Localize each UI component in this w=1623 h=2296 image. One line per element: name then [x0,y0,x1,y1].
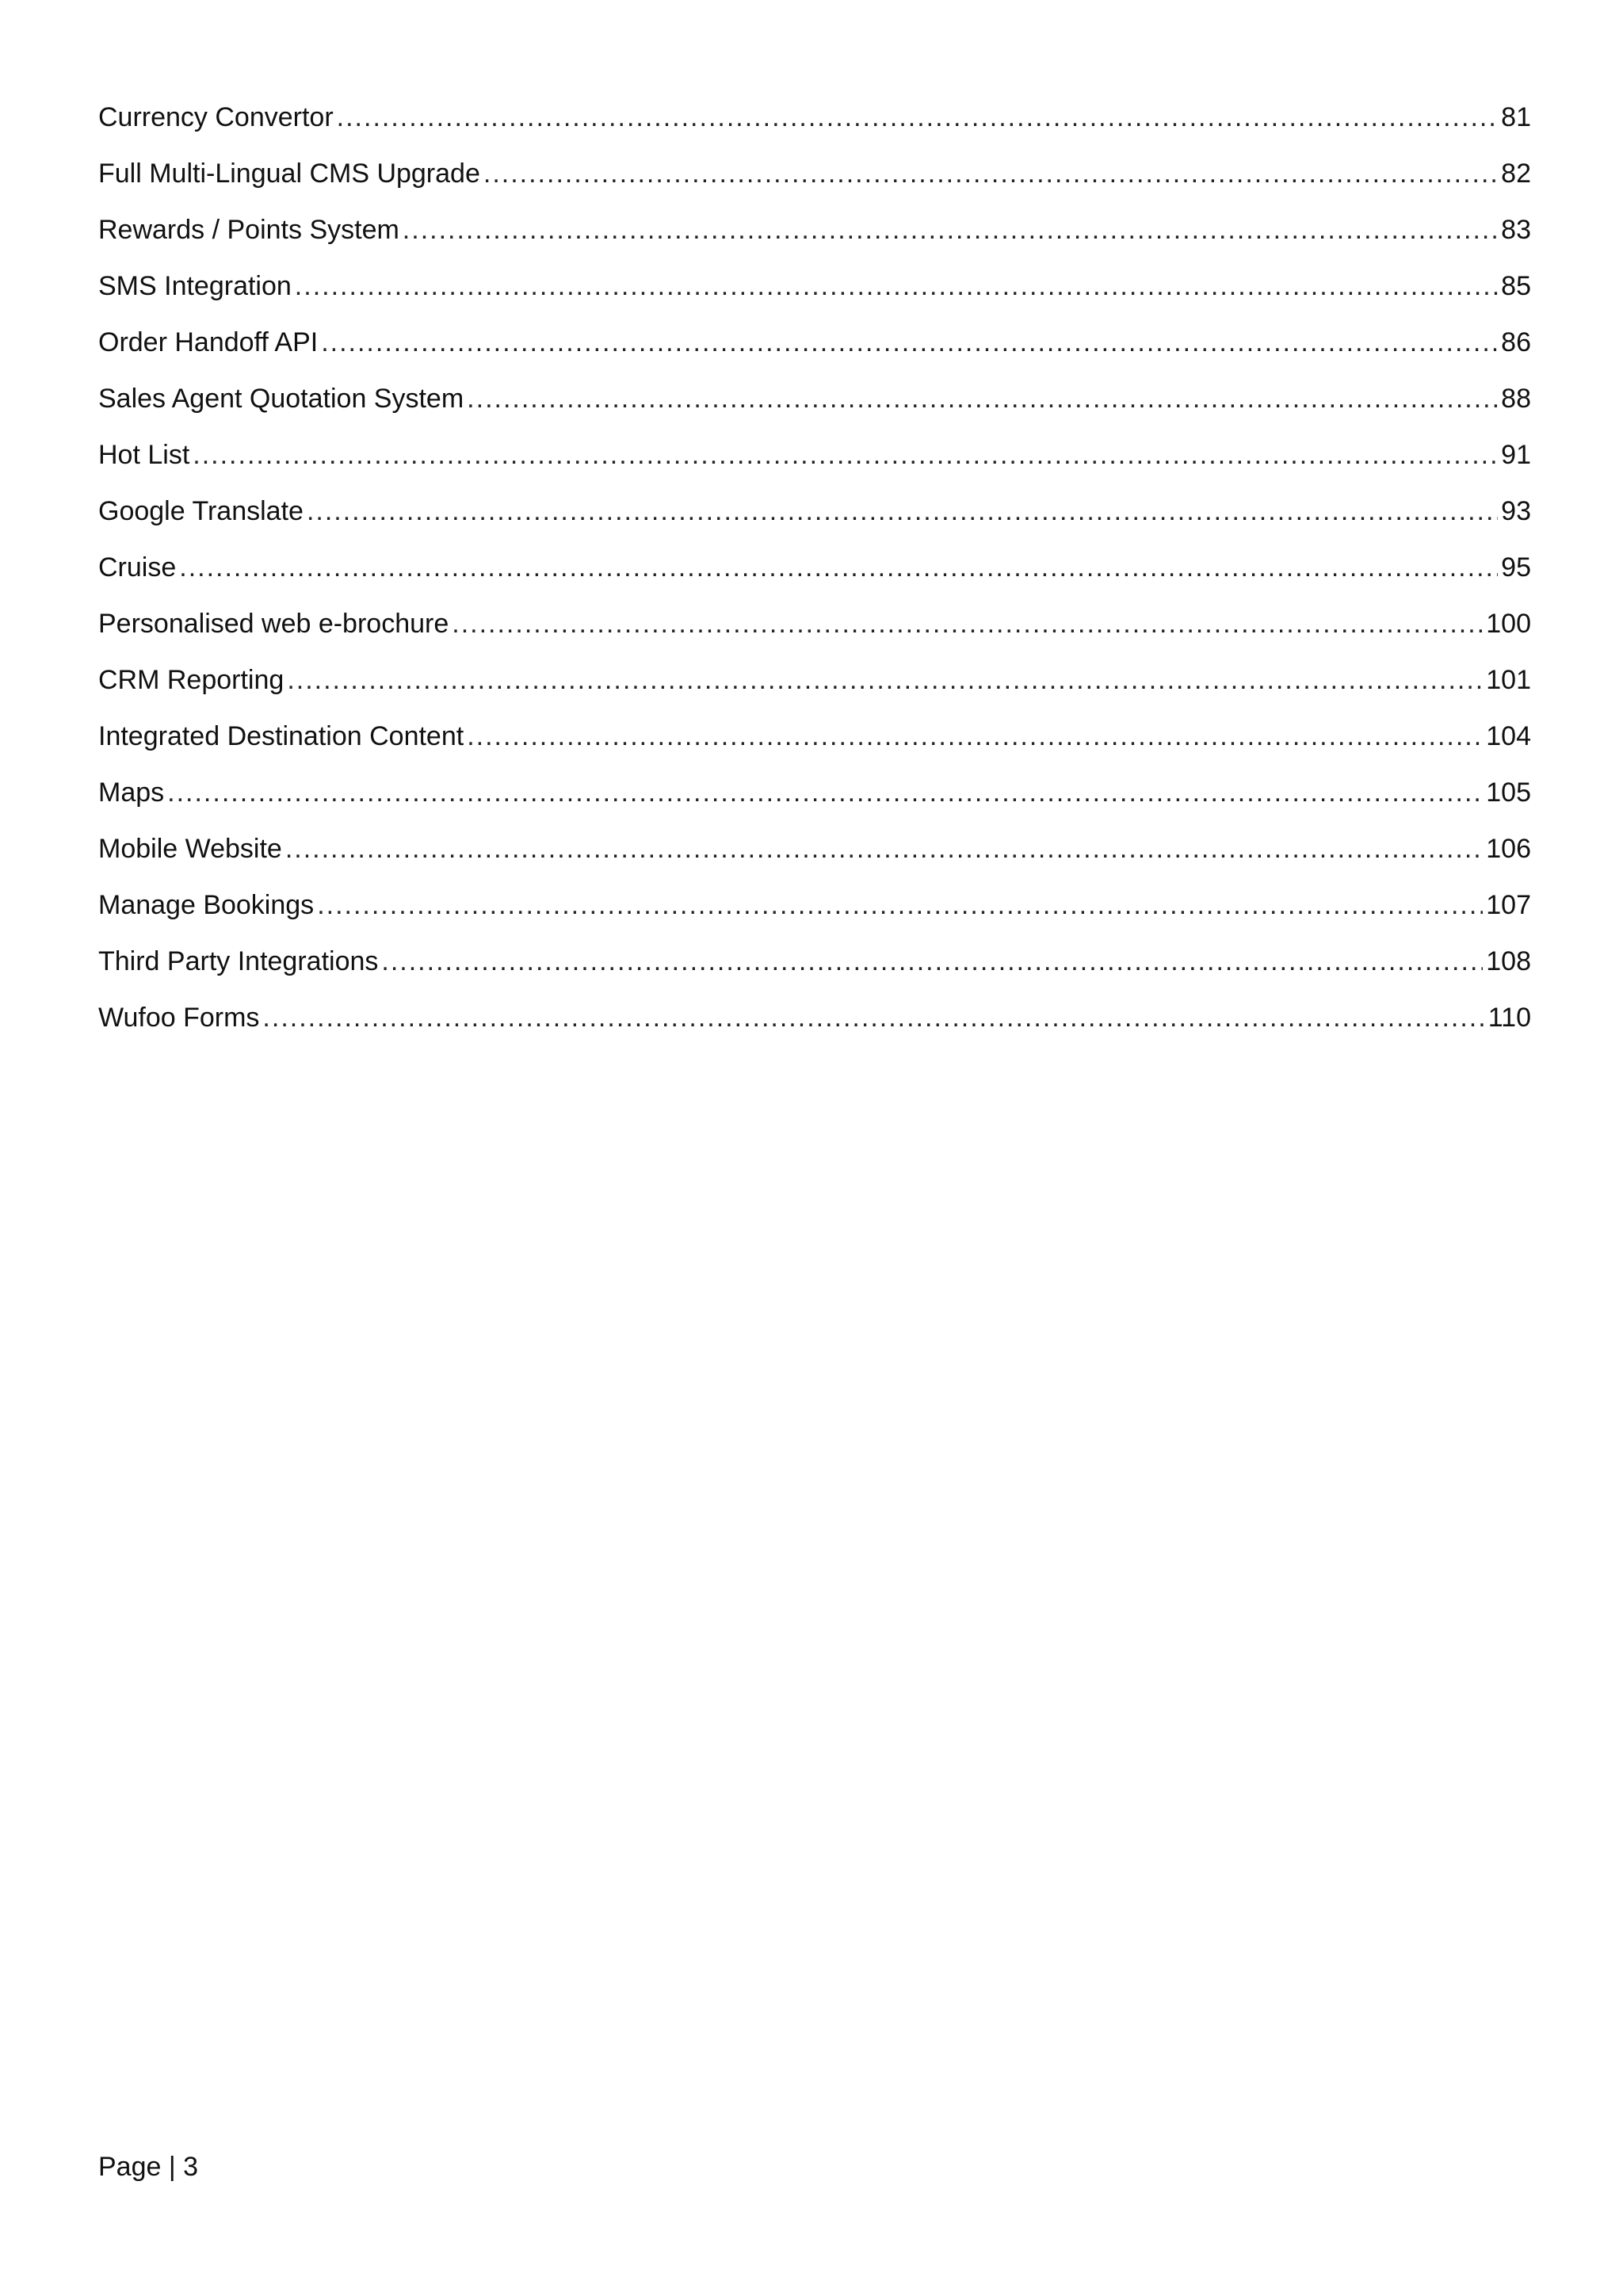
toc-entry-title: Mobile Website [98,834,282,864]
toc-entry-title: Currency Convertor [98,102,334,132]
toc-entry-title: Integrated Destination Content [98,721,464,751]
toc-entry-page: 101 [1486,665,1531,695]
toc-dot-leader [321,323,1498,361]
toc-entry-title: SMS Integration [98,271,292,301]
toc-entry-rewards-points-system[interactable] [98,211,1531,267]
toc-dot-leader [307,492,1498,530]
toc-dot-leader [295,267,1498,305]
toc-entry-page: 83 [1501,215,1531,245]
toc-dot-leader [467,380,1498,418]
toc-entry-page: 107 [1486,890,1531,920]
toc-dot-leader [467,717,1483,755]
toc-entry-hot-list[interactable] [98,436,1531,492]
toc-entry-title: Sales Agent Quotation System [98,384,464,414]
toc-entry-title: CRM Reporting [98,665,285,695]
toc-entry-title: Third Party Integrations [98,946,379,976]
toc-dot-leader [403,211,1498,249]
toc-entry-crm-reporting[interactable] [98,661,1531,717]
toc-dot-leader [381,942,1483,980]
toc-entry-sales-agent-quotation-system[interactable] [98,380,1531,436]
toc-dot-leader [452,605,1483,643]
toc-entry-cruise[interactable] [98,548,1531,605]
toc-entry-title: Hot List [98,440,190,470]
toc-entry-title: Order Handoff API [98,327,319,357]
toc-entry-full-multi-lingual-cms-upgrade[interactable] [98,155,1531,211]
toc-entry-page: 110 [1487,1003,1531,1033]
toc-dot-leader [262,999,1484,1037]
toc-entry-page: 93 [1501,496,1531,526]
toc-entry-title: Wufoo Forms [98,1003,260,1033]
toc-entry-title: Rewards / Points System [98,215,399,245]
toc-entry-page: 82 [1501,159,1531,189]
toc-dot-leader [285,830,1483,868]
toc-entry-wufoo-forms[interactable] [98,999,1531,1055]
toc-entry-order-handoff-api[interactable] [98,323,1531,380]
toc-entry-title: Maps [98,777,165,808]
toc-entry-personalised-web-e-brochure[interactable] [98,605,1531,661]
toc-entry-page: 105 [1486,777,1531,808]
toc-dot-leader [483,155,1498,193]
toc-entry-title: Manage Bookings [98,890,315,920]
toc-entry-sms-integration[interactable] [98,267,1531,323]
toc-dot-leader [287,661,1483,699]
toc-entry-page: 108 [1486,946,1531,976]
toc-entry-page: 100 [1486,609,1531,639]
toc-entry-title: Full Multi-Lingual CMS Upgrade [98,159,480,189]
toc-dot-leader [167,774,1483,812]
toc-entry-page: 81 [1501,102,1531,132]
toc-dot-leader [193,436,1498,474]
page-number-label: Page | 3 [98,2152,199,2182]
toc-dot-leader [179,548,1498,586]
toc-entry-title: Personalised web e-brochure [98,609,449,639]
toc-dot-leader [337,98,1499,136]
toc-entry-google-translate[interactable] [98,492,1531,548]
toc-entry-page: 88 [1501,384,1531,414]
toc-dot-leader [317,886,1483,924]
table-of-contents [98,98,1531,1055]
toc-entry-page: 86 [1501,327,1531,357]
toc-entry-page: 104 [1486,721,1531,751]
toc-entry-page: 85 [1501,271,1531,301]
page-footer [98,2148,198,2186]
toc-entry-manage-bookings[interactable] [98,886,1531,942]
toc-entry-title: Google Translate [98,496,304,526]
toc-entry-page: 95 [1501,552,1531,583]
toc-entry-title: Cruise [98,552,177,583]
toc-entry-maps[interactable] [98,774,1531,830]
toc-entry-third-party-integrations[interactable] [98,942,1531,999]
toc-entry-currency-convertor[interactable] [98,98,1531,155]
toc-entry-page: 106 [1486,834,1531,864]
toc-entry-mobile-website[interactable] [98,830,1531,886]
toc-entry-page: 91 [1501,440,1531,470]
toc-entry-integrated-destination-content[interactable] [98,717,1531,774]
